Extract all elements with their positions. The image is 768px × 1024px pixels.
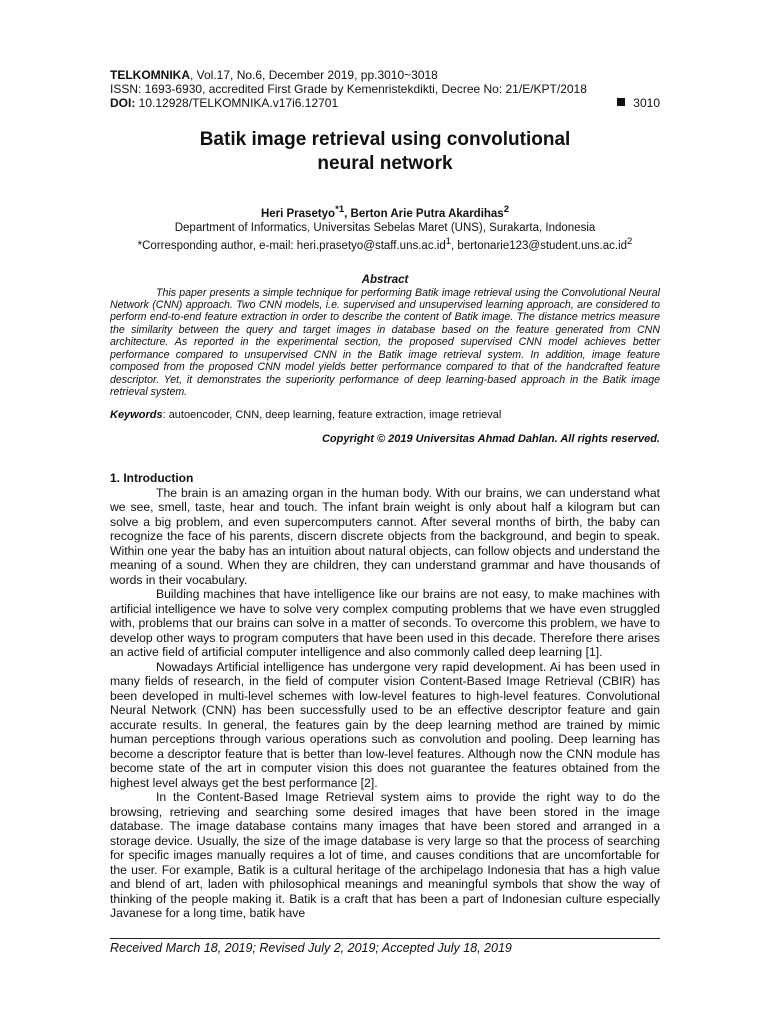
received-dates-footer: Received March 18, 2019; Revised July 2, 2019; Accepted July 18, 2019 [110,941,512,955]
title-line-1: Batik image retrieval using convolutional [199,129,571,150]
doi-label: DOI: [110,96,136,110]
abstract-body [110,287,660,399]
paper-title [110,128,660,176]
corresponding-sup-1: 1 [445,235,452,247]
keywords-text: : autoencoder, CNN, deep learning, feature extraction, image retrieval [162,409,502,422]
page-number-text: 3010 [633,96,660,110]
keywords [110,409,660,422]
intro-paragraph-4: In the Content-Based Image Retrieval system aims to provide the right way to do the browsing, retrieving and searching some desired images that have been stored in the image database. The image database contains many images that have been stored and arranged in a storage device. Usually, the size of the image database is very large so that the process of searching for specific images manually requires a lot of time, and causes conditions that are uncomfortable for the user. For example, Batik is a cultural heritage of the archipelago Indonesia that has a high value and blend of art, laden with philosophical meanings and meaningful symbols that show the way of thinking of the people making it. Batik is a craft that has been a part of Indonesian culture especially Javanese for a long time, batik have [110,790,660,921]
intro-paragraph-1: The brain is an amazing organ in the human body. With our brains, we can understand what we see, smell, taste, hear and touch. The infant brain weight is only about half a kilogram but can solve a big problem, and even supercomputers cannot. After several months of birth, the baby can recognize the face of his parents, discern discrete objects from the background, and begin to speak. Within one year the baby has an intuition about natural objects, can follow objects and understand the meaning of a sound. When they are children, they can understand grammar and have thousands of words in their vocabulary. [110,485,660,587]
abstract-heading: Abstract [361,273,409,286]
intro-paragraph-2: Building machines that have intelligence like our brains are not easy, to make machines with artificial intelligence we have to solve very complex computing problems that we have even struggled with, problems that our brains can solve in a matter of seconds. To overcome this problem, we have to develop other ways to program computers that have been used in this decade. Therefore there arises an active field of artificial computer intelligence and also commonly called deep learning [1]. [110,587,660,660]
page-number [617,96,660,110]
author-1-sup: *1 [335,204,345,215]
title-line-2: neural network [317,153,453,174]
author-1: Heri Prasetyo [260,207,336,220]
paper-page [110,68,660,921]
copyright-notice: Copyright © 2019 Universitas Ahmad Dahlan. All rights reserved. [321,433,660,446]
doi-line [110,96,660,110]
square-bullet-icon [617,98,625,106]
author-list [110,203,660,221]
author-2: Berton Arie Putra Akardihas [350,207,504,220]
section-heading-introduction: 1. Introduction [110,471,194,486]
footer-divider [110,938,660,939]
running-header [110,68,660,110]
author-separator: , [344,207,351,220]
corresponding-text[interactable]: *Corresponding author, e-mail: heri.prasetyo@staff.uns.ac.id [137,239,446,252]
volume-info: , Vol.17, No.6, December 2019, pp.3010~3018 [190,68,438,82]
abstract-text: This paper presents a simple technique for performing Batik image retrieval using the Convolutional Neural Network (CNN) approach. Two CNN models, i.e. supervised and unsupervised learning approach, are considered to perform end-to-end feature extraction in order to describe the content of Batik image. The distance metrics measure the similarity between the query and target images in database based on the feature generated from CNN architecture. As reported in the experimental section, the proposed supervised CNN model achieves better performance compared to unsupervised CNN in the Batik image retrieval system. In addition, image feature composed from the proposed CNN model yields better performance compared to that of the handcrafted feature descriptor. Yet, it demonstrates the superiority performance of deep learning-based approach in the Batik image retrieval system. [110,286,660,398]
issn-line: ISSN: 1693-6930, accredited First Grade by Kemenristekdikti, Decree No: 21/E/KPT/2018 [110,82,587,96]
corresponding-author [110,235,660,253]
journal-line [110,68,660,82]
intro-paragraph-3: Nowadays Artificial intelligence has undergone very rapid development. Ai has been used in many fields of research, in the field of computer vision Content-Based Image Retrieval (CBIR) has been developed in multi-level schemes with low-level features to high-level features. Convolutional Neural Network (CNN) has been successfully used to be an effective descriptor feature and gain accurate results. In general, the features gain by the deep learning method are trained by mimic human perceptions through various operations such as convolution and pooling. Deep learning has become a descriptor feature that is better than low-level features. Although now the CNN module has become state of the art in computer vision this does not guarantee the features obtained from the highest level always get the best performance [2]. [110,659,660,790]
affiliation: Department of Informatics, Universitas Sebelas Maret (UNS), Surakarta, Indonesia [174,221,596,234]
keywords-label: Keywords [110,409,163,422]
doi-link[interactable]: 10.12928/TELKOMNIKA.v17i6.12701 [135,96,339,110]
corresponding-email-2[interactable]: , bertonarie123@student.uns.ac.id [451,239,628,252]
corresponding-sup-2: 2 [627,235,633,247]
author-2-sup: 2 [503,204,510,215]
journal-name: TELKOMNIKA [110,68,190,82]
